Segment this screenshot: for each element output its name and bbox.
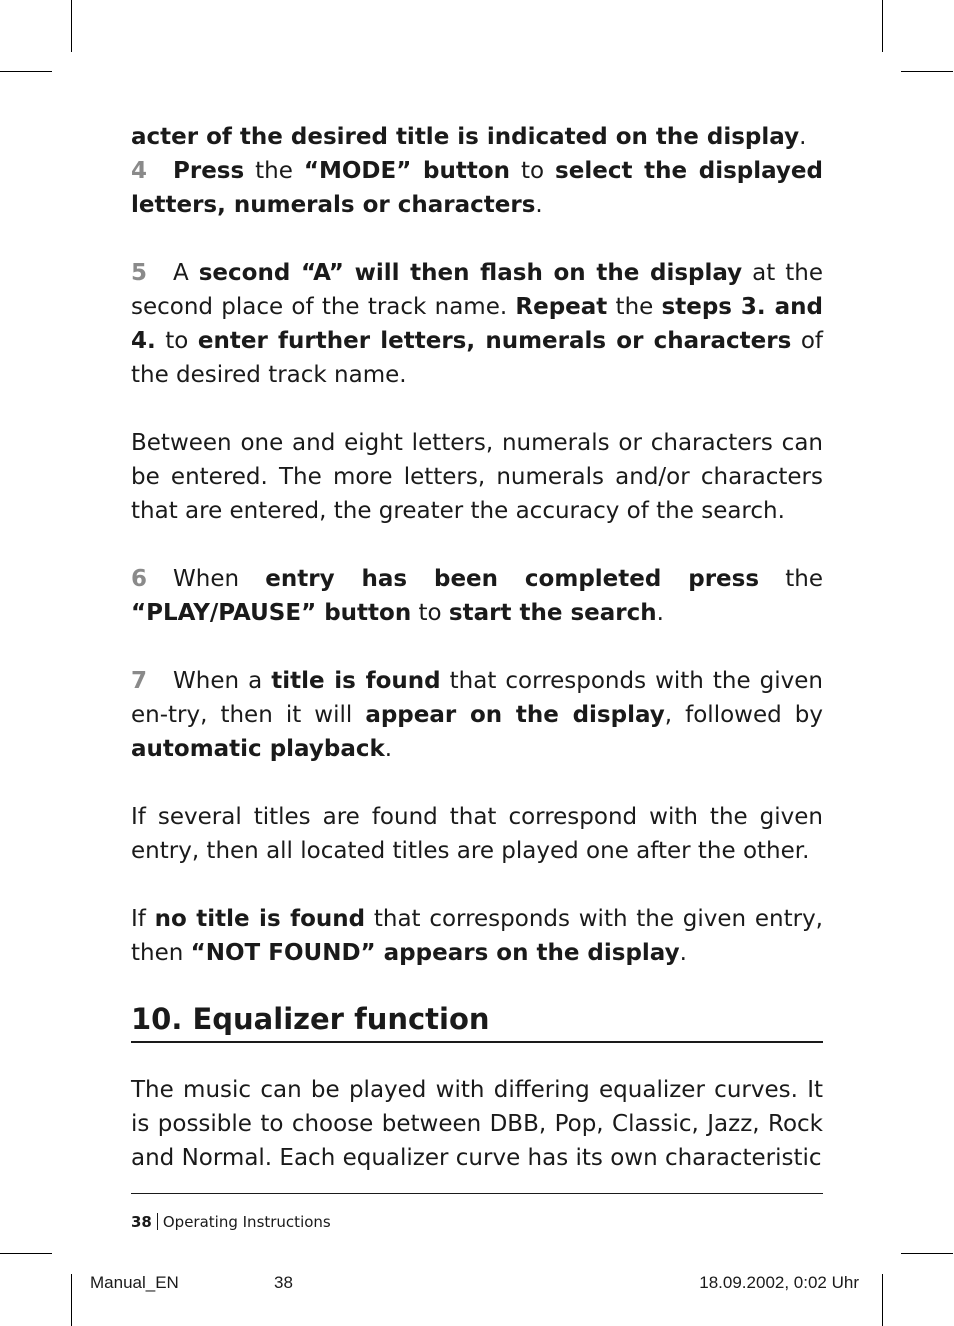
text: the xyxy=(759,566,823,592)
section-body: The music can be played with differing equalizer curves. It is possible to choose between DBB, Pop, Classic, Jazz, Rock and Normal. Each equalizer curve has its own characteristic xyxy=(131,1077,823,1171)
crop-mark xyxy=(0,71,52,72)
text: at the second place of the track name. xyxy=(131,260,824,320)
section-heading: 10. Equalizer function xyxy=(131,999,823,1043)
bold-text: second “A” will then flash on the display xyxy=(198,260,743,286)
crop-mark xyxy=(882,1274,883,1326)
bold-text: appear on the display xyxy=(365,702,665,728)
paragraph-not-found xyxy=(131,902,823,970)
bold-text: Repeat xyxy=(515,294,608,320)
crop-mark xyxy=(901,71,953,72)
step-4 xyxy=(131,154,823,222)
print-timestamp: 18.09.2002, 0:02 Uhr xyxy=(699,1273,859,1292)
text: . xyxy=(535,192,543,218)
crop-mark xyxy=(901,1253,953,1254)
text: to xyxy=(155,328,198,354)
step-number: 7 xyxy=(131,668,148,694)
bold-text: no title is found xyxy=(154,906,366,932)
bold-text: “NOT FOUND” appears on the display xyxy=(190,940,680,966)
text: the xyxy=(244,158,304,184)
step-number: 6 xyxy=(131,566,148,592)
footer-rule xyxy=(131,1193,823,1194)
footer-label: Operating Instructions xyxy=(162,1213,331,1231)
crop-mark xyxy=(882,0,883,52)
text: that corresponds with the given entry, then xyxy=(131,906,823,966)
bold-text: “MODE” button xyxy=(303,158,511,184)
step-7 xyxy=(131,664,823,766)
step-5 xyxy=(131,256,823,392)
bold-text: acter of the desired title is indicated on the display xyxy=(131,124,800,150)
text: . xyxy=(799,124,807,150)
bold-text: start the search xyxy=(448,600,657,626)
page-content xyxy=(131,120,823,1175)
crop-mark xyxy=(71,1274,72,1326)
bold-text: select the displayed letters, numerals or characters xyxy=(131,158,823,218)
print-filename: Manual_EN xyxy=(90,1273,179,1292)
bold-text: entry has been completed press xyxy=(265,566,760,592)
text: to xyxy=(411,600,449,626)
text: A xyxy=(173,260,199,286)
text: to xyxy=(510,158,556,184)
paragraph-continued xyxy=(131,120,823,154)
paragraph-several: If several titles are found that correspond with the given entry, then all located titles are played one after the other. xyxy=(131,804,823,864)
bold-text: steps 3. and 4. xyxy=(131,294,823,354)
bold-text: enter further letters, numerals or characters xyxy=(197,328,792,354)
text: When a xyxy=(173,668,272,694)
text: that corresponds with the given en-try, then it will xyxy=(131,668,824,728)
page-footer xyxy=(131,1212,331,1232)
footer-separator xyxy=(157,1213,158,1230)
crop-mark xyxy=(71,0,72,52)
text: . xyxy=(384,736,393,762)
text: . xyxy=(679,940,687,966)
crop-mark xyxy=(0,1253,52,1254)
text: If xyxy=(131,906,155,932)
page-number: 38 xyxy=(131,1213,152,1231)
paragraph-between: Between one and eight letters, numerals or characters can be entered. The more letters, numerals and/or characters that are entered, the greater the accuracy of the search. xyxy=(131,430,823,524)
print-page: 38 xyxy=(274,1273,293,1292)
text: of the desired track name. xyxy=(131,328,824,388)
bold-text: “PLAY/PAUSE” button xyxy=(131,600,412,626)
text: the xyxy=(607,294,662,320)
step-number: 4 xyxy=(131,158,148,184)
bold-text: title is found xyxy=(271,668,441,694)
bold-text: automatic playback xyxy=(131,736,385,762)
text: , followed by xyxy=(664,702,823,728)
step-6 xyxy=(131,562,823,630)
text: When xyxy=(173,566,266,592)
text: . xyxy=(656,600,664,626)
step-number: 5 xyxy=(131,260,148,286)
bold-text: Press xyxy=(173,158,245,184)
